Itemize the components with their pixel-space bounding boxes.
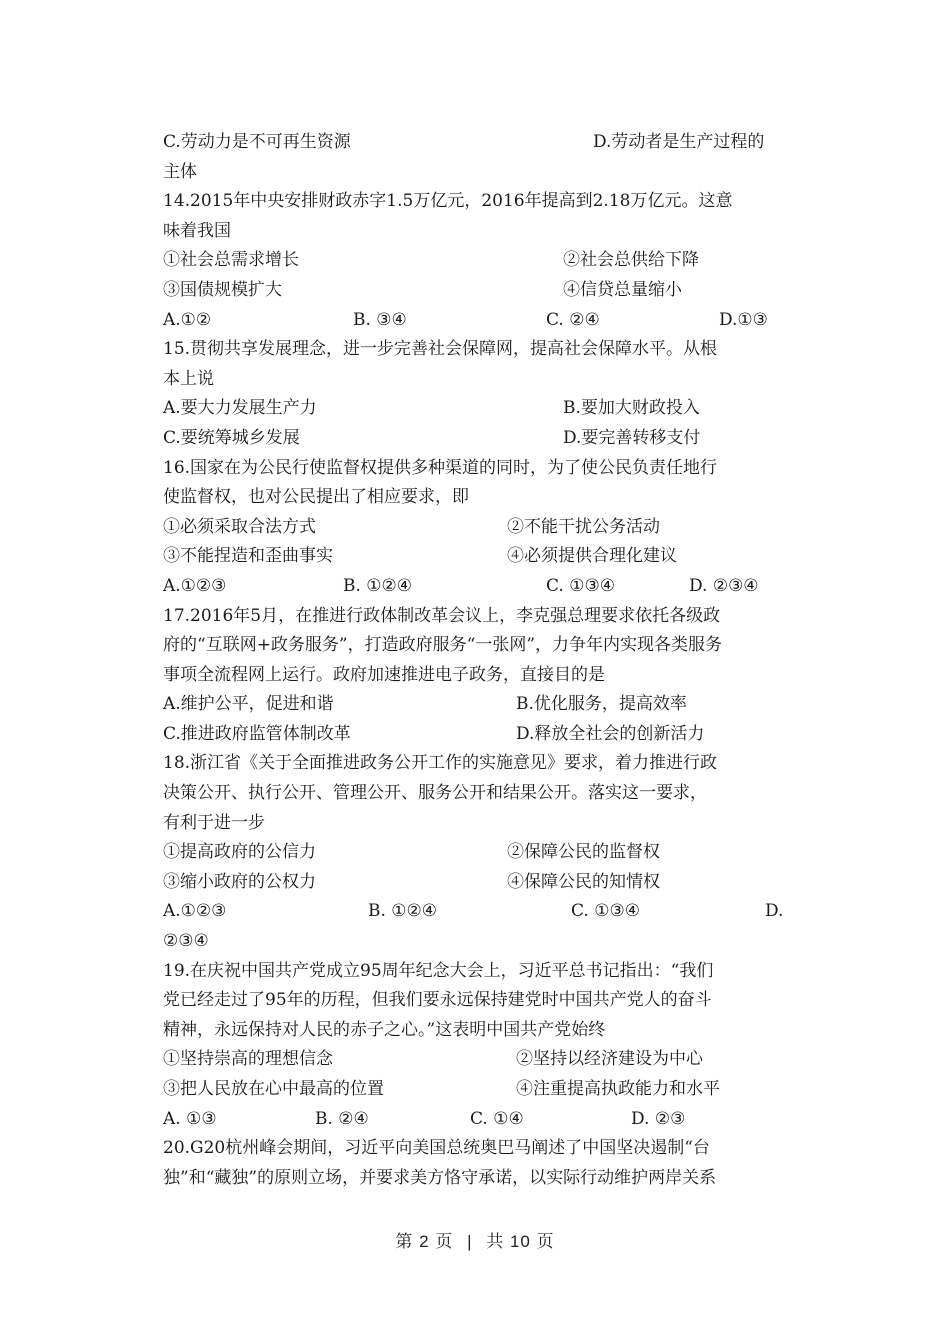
q17-stem-line-2: 府的“互联网+政务服务”，打造政府服务“一张网”，力争年内实现各类服务 [163, 635, 723, 656]
q19-choice-4: ④注重提高执政能力和水平 [516, 1079, 720, 1099]
q14-stem-line-1: 14.2015年中央安排财政赤字1.5万亿元，2016年提高到2.18万亿元。这意 [163, 191, 733, 212]
q18-stem-line-3: 有利于进一步 [163, 812, 265, 833]
q15-options-ab [163, 394, 787, 424]
q18-choices-row-1 [163, 838, 787, 868]
q16-answer-a: A.①②③ [163, 575, 227, 596]
q13-option-c: C.劳动力是不可再生资源 [163, 132, 351, 152]
q15-option-a: A.要大力发展生产力 [163, 398, 317, 419]
q16-choices-row-1 [163, 513, 787, 543]
q19-answer-a: A. ①③ [163, 1108, 217, 1129]
q20-stem-line-2: 独”和“藏独”的原则立场，并要求美方恪守承诺，以实际行动维护两岸关系 [163, 1167, 717, 1188]
q18-answer-b: B. ①②④ [368, 901, 438, 922]
q19-answer-c: C. ①④ [470, 1108, 524, 1129]
q15-stem-line-2: 本上说 [163, 368, 214, 389]
q17-stem-line-3: 事项全流程网上运行。政府加速推进电子政务，直接目的是 [163, 664, 605, 685]
q14-answer-c: C. ②④ [546, 309, 600, 330]
q18-answer-a: A.①②③ [163, 901, 227, 922]
footer-total-suffix: 页 [536, 1232, 555, 1251]
q19-stem-line-2: 党已经走过了95年的历程，但我们要永远保持建党时中国共产党人的奋斗 [163, 990, 712, 1011]
q18-choices-row-2 [163, 868, 787, 898]
q19-choices-row-2 [163, 1075, 787, 1105]
q19-choice-1: ①坚持崇高的理想信念 [163, 1049, 333, 1070]
q16-answer-options [163, 572, 787, 602]
question-content [163, 128, 787, 1193]
q14-choice-2: ②社会总供给下降 [563, 250, 699, 271]
q16-answer-d: D. ②③④ [689, 575, 759, 596]
q17-option-a: A.维护公平，促进和谐 [163, 694, 334, 715]
q19-answer-b: B. ②④ [315, 1108, 369, 1129]
q17-option-b: B.优化服务，提高效率 [516, 694, 687, 715]
q17-option-d: D.释放全社会的创新活力 [516, 723, 705, 744]
q14-answer-options [163, 306, 787, 336]
footer-page-prefix: 第 [395, 1232, 414, 1251]
q16-choice-3: ③不能捏造和歪曲事实 [163, 546, 333, 567]
q18-choice-3: ③缩小政府的公权力 [163, 871, 316, 892]
q19-answer-options [163, 1105, 787, 1135]
q16-choices-row-2 [163, 542, 787, 572]
footer-page-total: 10 [509, 1232, 531, 1251]
q19-answer-d: D. ②③ [631, 1108, 686, 1129]
q14-answer-a: A.①② [163, 309, 212, 330]
q16-answer-b: B. ①②④ [343, 575, 413, 596]
q16-answer-c: C. ①③④ [546, 575, 615, 596]
q17-options-ab [163, 690, 787, 720]
q13-option-d-wrap: 主体 [163, 161, 197, 182]
q15-option-d: D.要完善转移支付 [563, 427, 701, 448]
q18-answer-options [163, 897, 787, 927]
q19-choices-row-1 [163, 1045, 787, 1075]
q15-option-b: B.要加大财政投入 [563, 398, 700, 419]
q18-answer-d: D. [765, 901, 784, 922]
q14-choices-row-1 [163, 246, 787, 276]
q14-answer-d: D.①③ [719, 309, 768, 330]
q18-choice-1: ①提高政府的公信力 [163, 842, 316, 863]
q17-option-c: C.推进政府监管体制改革 [163, 723, 351, 744]
q14-answer-b: B. ③④ [353, 309, 407, 330]
q15-options-cd [163, 424, 787, 454]
q13-option-d: D.劳动者是生产过程的 [593, 132, 765, 152]
q18-answer-d-wrap: ②③④ [163, 931, 209, 952]
q16-choice-1: ①必须采取合法方式 [163, 516, 316, 537]
page-footer [0, 1227, 950, 1252]
q14-stem-line-2: 味着我国 [163, 220, 231, 241]
q13-options-cd [163, 128, 787, 158]
q17-stem-line-1: 17.2016年5月，在推进行政体制改革会议上，李克强总理要求依托各级政 [163, 605, 721, 626]
q17-options-cd [163, 720, 787, 750]
footer-page-current: 2 [419, 1232, 430, 1251]
q16-choice-4: ④必须提供合理化建议 [507, 546, 677, 567]
q18-answer-c: C. ①③④ [571, 901, 640, 922]
footer-page-suffix: 页 [435, 1232, 454, 1251]
footer-separator: | [467, 1232, 473, 1251]
q19-choice-2: ②坚持以经济建设为中心 [516, 1049, 703, 1070]
footer-total-prefix: 共 [486, 1232, 505, 1251]
q19-stem-line-1: 19.在庆祝中国共产党成立95周年纪念大会上，习近平总书记指出：“我们 [163, 960, 714, 981]
q16-stem-line-2: 使监督权，也对公民提出了相应要求，即 [163, 487, 469, 508]
q15-stem-line-1: 15.贯彻共享发展理念，进一步完善社会保障网，提高社会保障水平。从根 [163, 339, 718, 360]
q14-choice-1: ①社会总需求增长 [163, 250, 299, 271]
q18-choice-2: ②保障公民的监督权 [507, 842, 660, 863]
q16-choice-2: ②不能干扰公务活动 [507, 516, 660, 537]
q16-stem-line-1: 16.国家在为公民行使监督权提供多种渠道的同时，为了使公民负责任地行 [163, 457, 718, 478]
q19-stem-line-3: 精神，永远保持对人民的赤子之心。”这表明中国共产党始终 [163, 1019, 606, 1040]
q18-stem-line-2: 决策公开、执行公开、管理公开、服务公开和结果公开。落实这一要求， [163, 783, 707, 804]
q18-choice-4: ④保障公民的知情权 [507, 871, 660, 892]
q15-option-c: C.要统筹城乡发展 [163, 427, 300, 448]
q18-stem-line-1: 18.浙江省《关于全面推进政务公开工作的实施意见》要求，着力推进行政 [163, 753, 718, 774]
q20-stem-line-1: 20.G20杭州峰会期间，习近平向美国总统奥巴马阐述了中国坚决遏制“台 [163, 1138, 710, 1159]
q14-choices-row-2 [163, 276, 787, 306]
q19-choice-3: ③把人民放在心中最高的位置 [163, 1079, 384, 1099]
q14-choice-4: ④信贷总量缩小 [563, 279, 682, 300]
q14-choice-3: ③国债规模扩大 [163, 279, 282, 300]
